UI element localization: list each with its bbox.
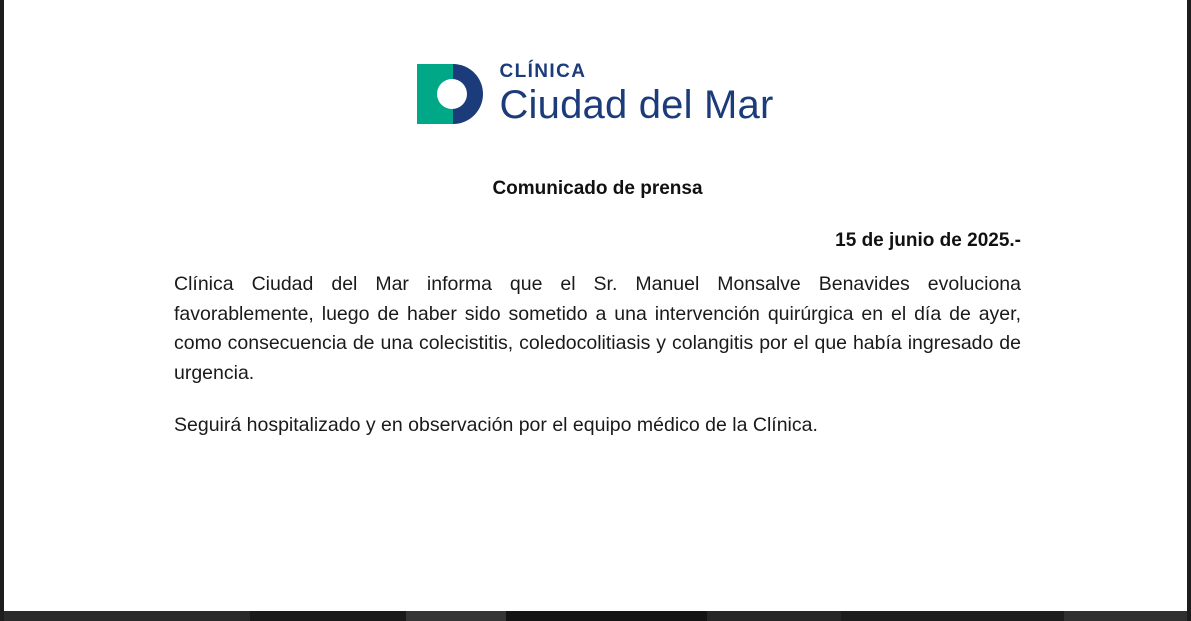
bottom-strip-segment: [841, 611, 1064, 621]
page-edge-right: [1187, 0, 1191, 621]
logo-wordmark: [499, 62, 773, 125]
release-date: 15 de junio de 2025.-: [835, 230, 1021, 251]
logo-mark-icon: [417, 64, 485, 124]
page-title: Comunicado de prensa: [492, 178, 703, 199]
logo-line-clinica: CLÍNICA: [499, 61, 587, 82]
logo-line-ciudad-del-mar: Ciudad del Mar: [499, 83, 774, 127]
bottom-strip-segment: [250, 611, 406, 621]
bottom-strip-segment: [1064, 611, 1187, 621]
paragraph-2: Seguirá hospitalizado y en observación por el equipo médico de la Clínica.: [174, 413, 818, 436]
bottom-strip-segment: [506, 611, 707, 621]
bottom-strip-segment: [4, 611, 250, 621]
document-body: [174, 178, 1021, 440]
page-bottom-strip: [4, 611, 1187, 621]
logo-navy-arc-icon: [453, 64, 483, 124]
bottom-strip-segment: [707, 611, 841, 621]
paragraph-1: Clínica Ciudad del Mar informa que el Sr. Manuel Monsalve Benavides evoluciona favorablemente, luego de haber sido sometido a una intervención quirúrgica en el día de ayer, como consecuencia de una colecistitis, coledocolitiasis y colangitis por el que había ingresado de urgencia.: [174, 273, 1021, 384]
clinica-ciudad-del-mar-logo: [417, 62, 773, 125]
bottom-strip-segment: [406, 611, 506, 621]
logo-container: [4, 62, 1187, 125]
document-sheet: [4, 0, 1187, 611]
